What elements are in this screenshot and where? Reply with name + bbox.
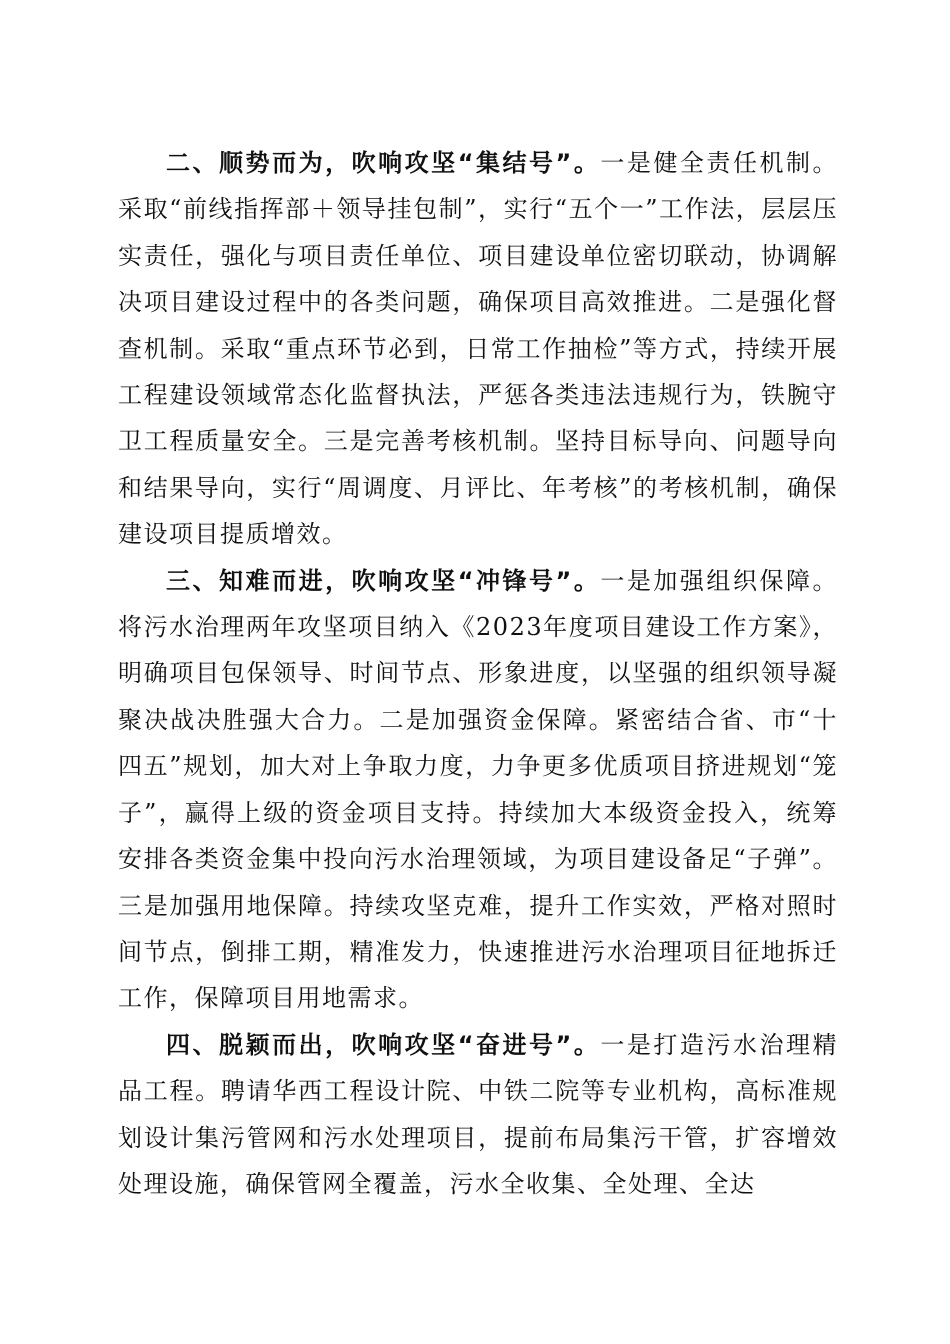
section-heading: 二、顺势而为，吹响攻坚“集结号”。 — [166, 149, 601, 177]
paragraph-section-3 — [118, 558, 838, 1022]
section-body: 一是加强组织保障。将污水治理两年攻坚项目纳入《2023年度项目建设工作方案》，明确项目包保领导、时间节点、形象进度，以坚强的组织领导凝聚决战决胜强大合力。二是加强资金保障。紧密结合省、市“十四五”规划，加大对上争取力度，力争更多优质项目挤进规划“笼子”，赢得上级的资金项目支持。持续加大本级资金投入，统筹安排各类资金集中投向污水治理领域，为项目建设备足“子弹”。三是加强用地保障。持续攻坚克难，提升工作实效，严格对照时间节点，倒排工期，精准发力，快速推进污水治理项目征地拆迁工作，保障项目用地需求。 — [118, 566, 839, 1013]
section-heading: 四、脱颖而出，吹响攻坚“奋进号”。 — [166, 1030, 601, 1059]
document-body — [118, 140, 838, 1207]
section-body: 一是健全责任机制。采取“前线指挥部＋领导挂包制”，实行“五个一”工作法，层层压实责任，强化与项目责任单位、项目建设单位密切联动，协调解决项目建设过程中的各类问题，确保项目高效推进。二是强化督查机制。采取“重点环节必到，日常工作抽检”等方式，持续开展工程建设领域常态化监督执法，严惩各类违法违规行为，铁腕守卫工程质量安全。三是完善考核机制。坚持目标导向、问题导向和结果导向，实行“周调度、月评比、年考核”的考核机制，确保建设项目提质增效。 — [118, 149, 839, 549]
section-heading: 三、知难而进，吹响攻坚“冲锋号”。 — [166, 566, 601, 595]
paragraph-section-4 — [118, 1022, 838, 1208]
paragraph-section-2 — [118, 140, 838, 558]
section-body: 一是打造污水治理精品工程。聘请华西工程设计院、中铁二院等专业机构，高标准规划设计集污管网和污水处理项目，提前布局集污干管，扩容增效处理设施，确保管网全覆盖，污水全收集、全处理、全达 — [118, 1030, 839, 1198]
